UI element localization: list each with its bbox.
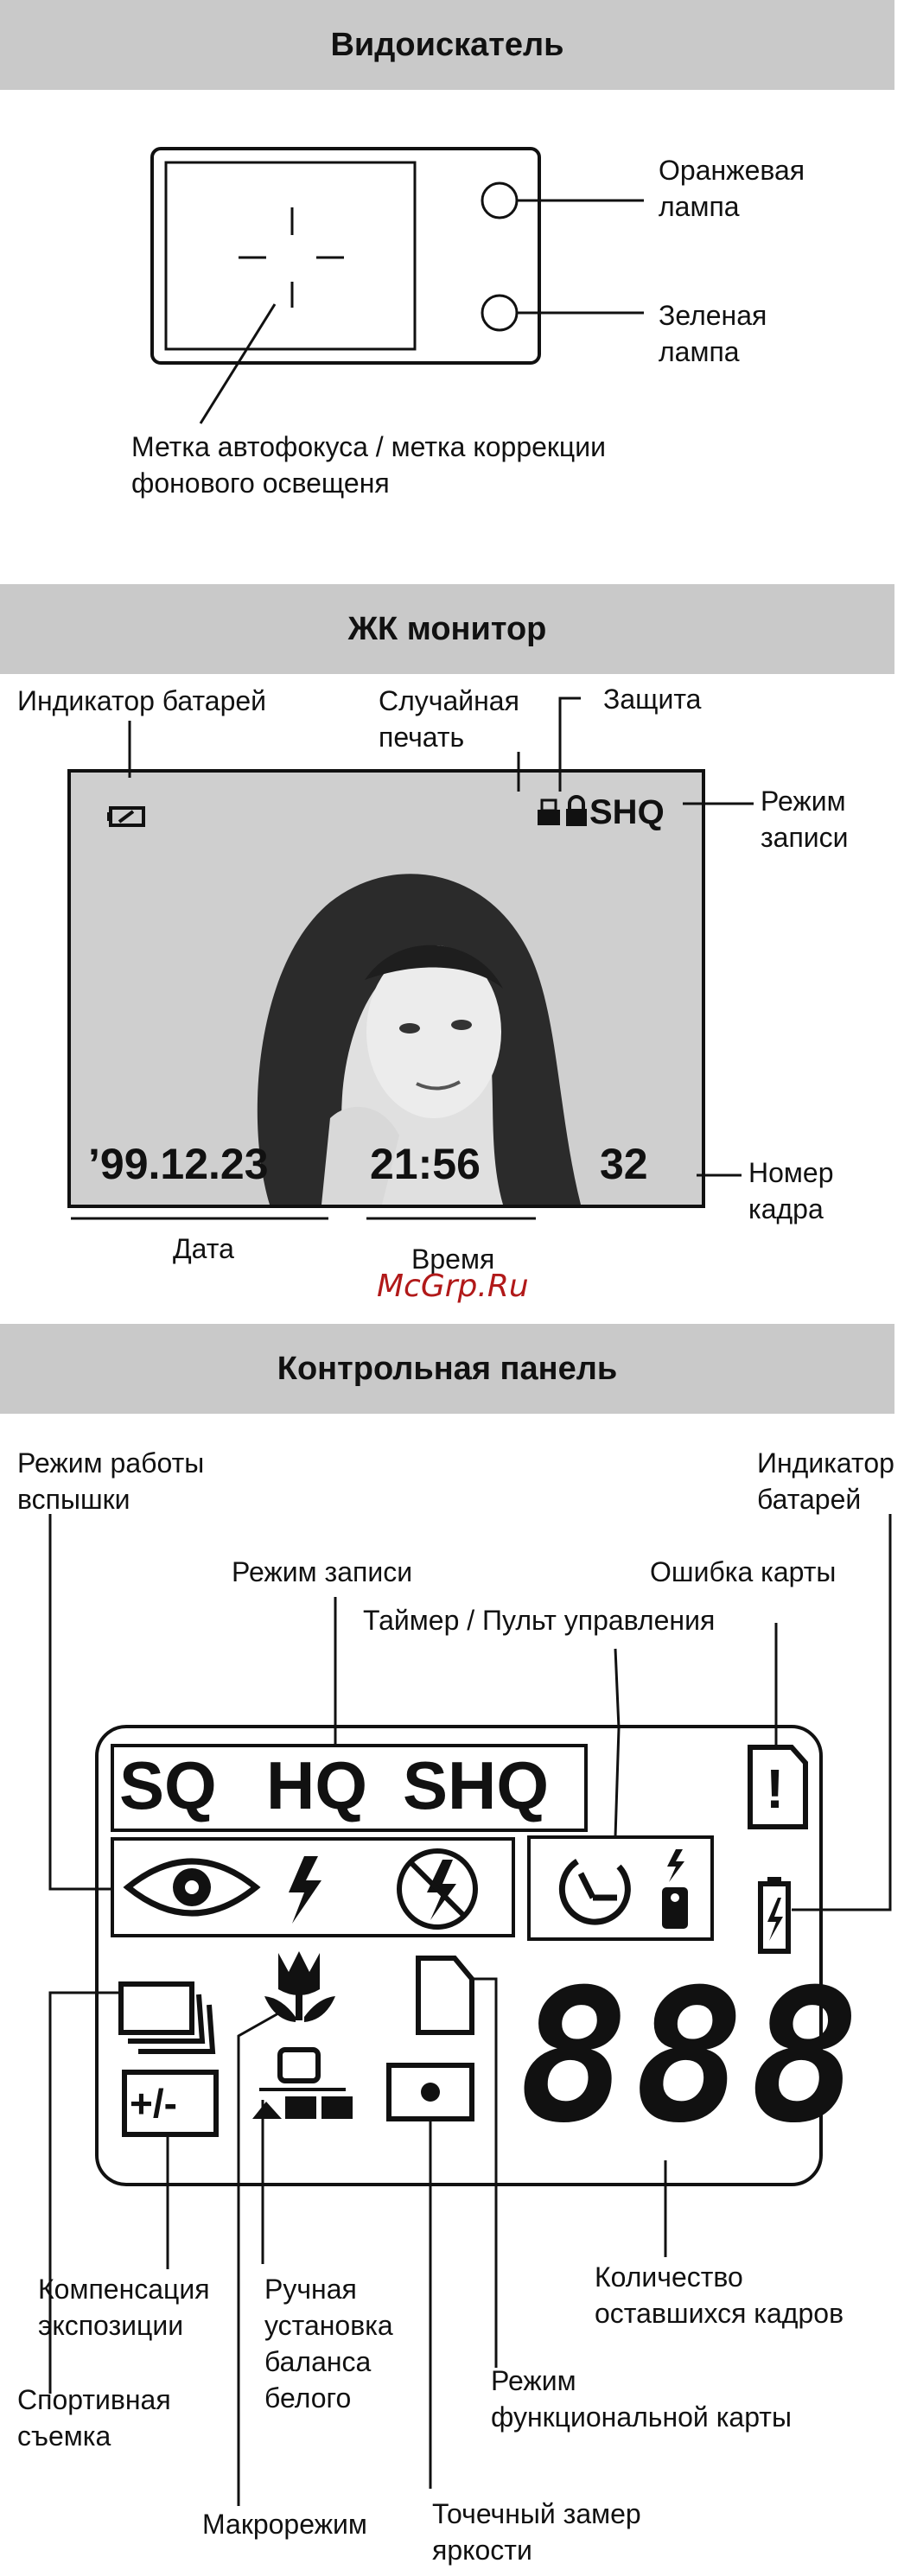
- af-mark-label: Метка автофокуса / метка коррекции фонового освещеня: [131, 431, 606, 499]
- random-print-label: Случайная печать: [379, 685, 519, 753]
- frames-left-label: Количество оставшихся кадров: [595, 2261, 844, 2329]
- cp-battery-icon: [761, 1877, 788, 1951]
- orange-lamp-label: Оранжевая лампа: [659, 155, 805, 222]
- quality-shq: SHQ: [403, 1747, 550, 1823]
- date-label: Дата: [173, 1233, 234, 1264]
- lcd-frame-text: 32: [600, 1140, 648, 1188]
- red-eye-icon: [128, 1861, 256, 1913]
- lcd-battery-label: Индикатор батарей: [17, 685, 267, 716]
- viewfinder-title: Видоискатель: [330, 26, 564, 63]
- timer-remote-label: Таймер / Пульт управления: [363, 1605, 716, 1636]
- lcd-record-mode-label: Режим записи: [761, 786, 849, 853]
- quality-hq: HQ: [266, 1747, 367, 1823]
- lcd-date-text: ’99.12.23: [88, 1140, 269, 1188]
- lcd-quality-text: SHQ: [589, 793, 665, 831]
- manual-wb-icon: [252, 2050, 353, 2119]
- self-timer-icon: [562, 1861, 627, 1922]
- green-lamp-label: Зеленая лампа: [659, 300, 767, 367]
- lcd-monitor-title: ЖК монитор: [347, 610, 547, 647]
- exposure-comp-label: Компенсация экспозиции: [38, 2274, 210, 2341]
- exposure-comp-symbol: +/-: [130, 2081, 177, 2126]
- frame-counter-digits: 888: [519, 1949, 865, 2163]
- sequential-shooting-icon: [121, 1984, 213, 2051]
- cp-record-mode-label: Режим записи: [232, 1556, 413, 1587]
- remote-icon: [662, 1849, 688, 1929]
- flash-off-icon: [399, 1851, 475, 1927]
- macro-mode-label: Макрорежим: [202, 2509, 367, 2540]
- protect-label: Защита: [603, 684, 702, 715]
- manual-wb-label: Ручная установка баланса белого: [264, 2274, 393, 2414]
- flash-mode-label: Режим работы вспышки: [17, 1447, 205, 1515]
- frame-number-label: Номер кадра: [748, 1157, 834, 1224]
- quality-sq: SQ: [119, 1747, 217, 1823]
- cp-battery-label: Индикатор батарей: [757, 1447, 894, 1515]
- function-card-label: Режим функциональной карты: [491, 2365, 792, 2433]
- lcd-time-text: 21:56: [370, 1140, 481, 1188]
- card-error-symbol: !: [766, 1758, 785, 1820]
- flash-icon: [289, 1856, 321, 1924]
- card-error-label: Ошибка карты: [650, 1556, 837, 1587]
- sport-mode-label: Спортивная съемка: [17, 2384, 171, 2452]
- time-label: Время: [411, 1243, 495, 1275]
- macro-icon: [264, 1951, 335, 2022]
- control-panel-title: Контрольная панель: [277, 1350, 618, 1387]
- spot-metering-label: Точечный замер яркости: [432, 2498, 641, 2566]
- watermark: McGrp.Ru: [377, 1269, 529, 1304]
- spot-metering-icon: [389, 2065, 472, 2119]
- function-card-icon: [418, 1958, 472, 2032]
